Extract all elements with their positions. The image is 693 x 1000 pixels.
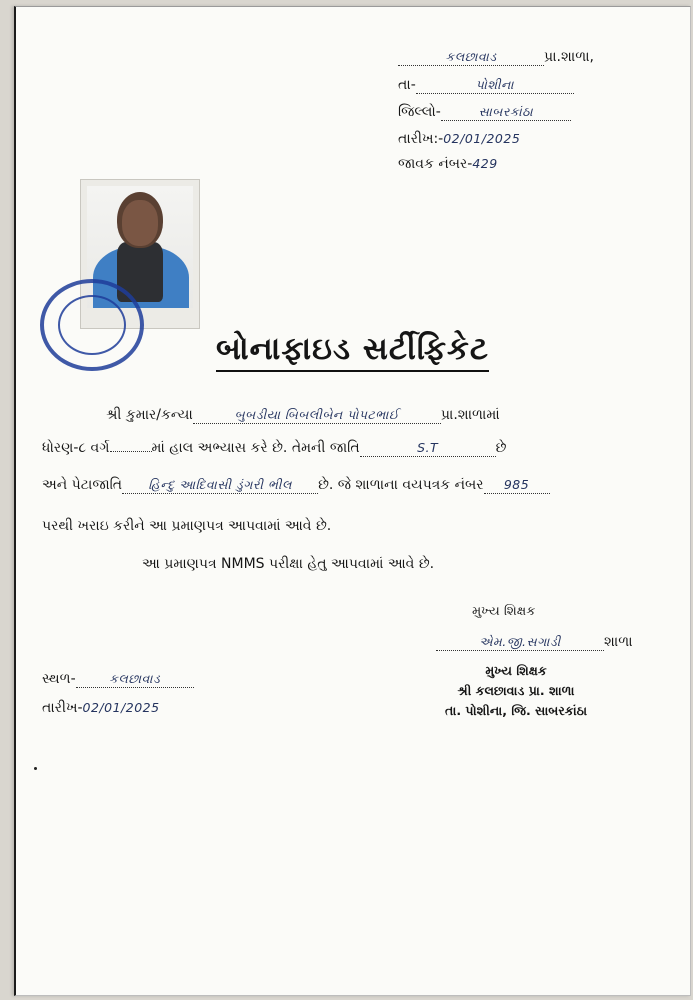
outward-label: જાવક નંબર- bbox=[398, 156, 473, 172]
caste-value: S.T bbox=[417, 440, 439, 455]
ink-dot bbox=[34, 767, 37, 770]
district-label: જિલ્લો- bbox=[398, 104, 441, 120]
date-line bbox=[398, 131, 520, 147]
stamp-address: તા. પોશીના, જિ. સાબરકાંઠા bbox=[444, 703, 588, 718]
body-line-4: પરથી ખરાઇ કરીને આ પ્રમાણપત્ર આપવામાં આવે છે. bbox=[42, 518, 332, 534]
body-line-1 bbox=[106, 407, 500, 424]
taluka-label: તા- bbox=[398, 77, 416, 93]
student-name: બુબડીયા બિબલીબેન પોપટભાઈ bbox=[234, 407, 399, 422]
place-line bbox=[42, 671, 194, 688]
register-number: 985 bbox=[503, 477, 530, 492]
school-seal-stamp bbox=[40, 279, 144, 371]
stamp-title: મુખ્ય શિક્ષક bbox=[485, 663, 547, 678]
outward-number-line bbox=[398, 156, 498, 172]
taluka-line bbox=[398, 77, 574, 94]
body-line-3 bbox=[42, 477, 550, 494]
footer-date-line bbox=[42, 700, 160, 716]
outward-value: 429 bbox=[472, 156, 498, 171]
certificate-title: બોનાફાઇડ સર્ટીફિકેટ bbox=[216, 331, 489, 372]
body-label: માં હાલ અભ્યાસ કરે છે. તેમની જાતિ bbox=[151, 440, 360, 456]
body-label: પ્રા.શાળામાં bbox=[440, 407, 500, 423]
school-suffix: પ્રા.શાળા, bbox=[544, 49, 594, 65]
subcaste-value: હિન્દુ આદિવાસી ડુંગરી ભીલ bbox=[148, 477, 292, 492]
school-word: શાળા bbox=[604, 634, 633, 650]
body-line-2 bbox=[42, 440, 506, 457]
head-teacher-signature: એમ.જી.સગાડી bbox=[479, 634, 561, 649]
district-line bbox=[398, 104, 571, 121]
signature-line bbox=[436, 634, 633, 651]
place-label: સ્થળ- bbox=[42, 671, 76, 687]
place-value: કલછાવાડ bbox=[109, 671, 161, 686]
body-line-5: આ પ્રમાણપત્ર NMMS પરીક્ષા હેતુ આપવામાં આવે છે. bbox=[142, 556, 435, 572]
date-label: તારીખ:- bbox=[398, 131, 444, 147]
body-label: અને પેટાજાતિ bbox=[42, 477, 123, 493]
body-label: છે bbox=[495, 440, 507, 456]
taluka-value: પોશીના bbox=[475, 77, 514, 92]
school-name-line bbox=[398, 49, 594, 66]
principal-stamp-text bbox=[416, 663, 616, 719]
head-teacher-label: મુખ્ય શિક્ષક bbox=[472, 604, 536, 619]
footer-date-value: 02/01/2025 bbox=[82, 700, 160, 715]
date-value: 02/01/2025 bbox=[443, 131, 521, 146]
certificate-page bbox=[14, 6, 691, 996]
body-label: ધોરણ-૮ વર્ગ bbox=[42, 440, 110, 456]
footer-date-label: તારીખ- bbox=[42, 700, 83, 716]
body-label: છે. જે શાળાના વયપત્રક નંબર bbox=[318, 477, 484, 493]
body-label: શ્રી કુમાર/કન્યા bbox=[106, 407, 193, 423]
district-value: સાબરકાંઠા bbox=[478, 104, 534, 119]
village-name: કલછાવાડ bbox=[445, 49, 497, 64]
stamp-school: શ્રી કલછાવાડ પ્રા. શાળા bbox=[457, 683, 575, 698]
